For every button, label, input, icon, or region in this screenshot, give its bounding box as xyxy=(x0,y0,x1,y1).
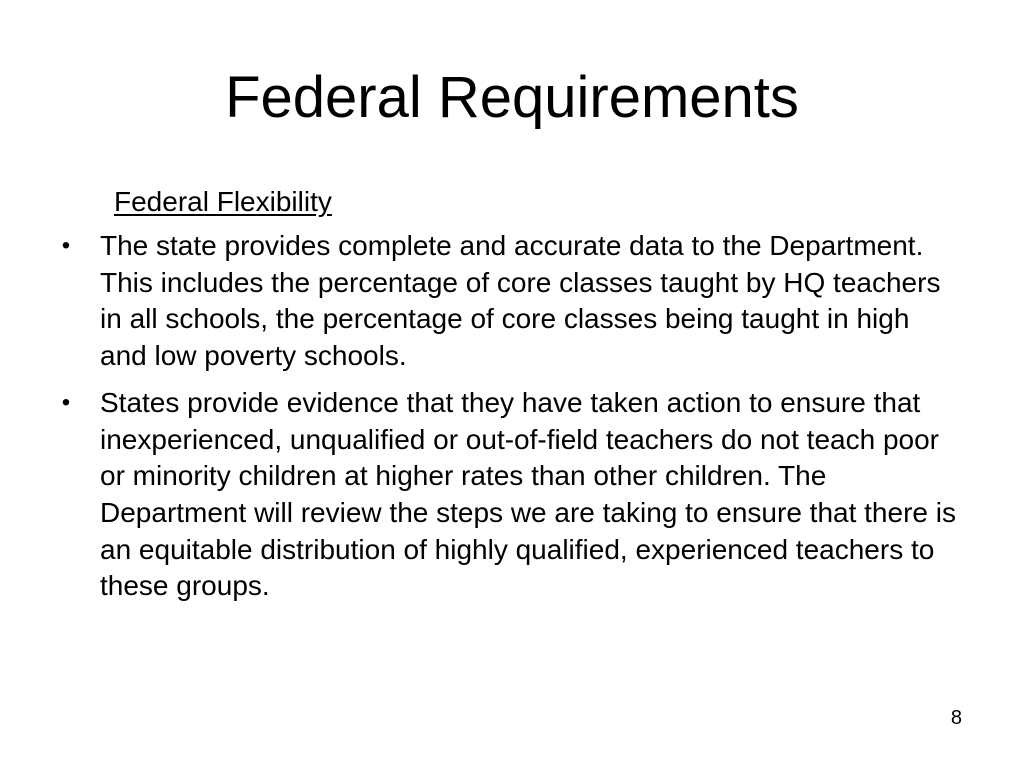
bullet-item xyxy=(56,228,956,375)
bullet-icon: • xyxy=(61,232,71,259)
bullet-text: States provide evidence that they have taken action to ensure that inexperienced, unqualified or out-of-field teachers do not teach poor or minority children at higher rates than other children. The Department will review the steps we are taking to ensure that there is an equitable distribution of highly qualified, experienced teachers to these groups. xyxy=(100,386,956,602)
bullet-icon: • xyxy=(61,388,71,416)
bullet-item xyxy=(56,385,956,605)
page-number: 8 xyxy=(950,707,962,729)
bullet-text: The state provides complete and accurate data to the Department. This includes the percentage of core classes taught by HQ teachers in all schools, the percentage of core classes being taught in high and low poverty schools. xyxy=(100,230,941,372)
slide-title: Federal Requirements xyxy=(225,65,799,130)
section-subheading: Federal Flexibility xyxy=(114,186,332,217)
bullet-list xyxy=(56,228,956,615)
